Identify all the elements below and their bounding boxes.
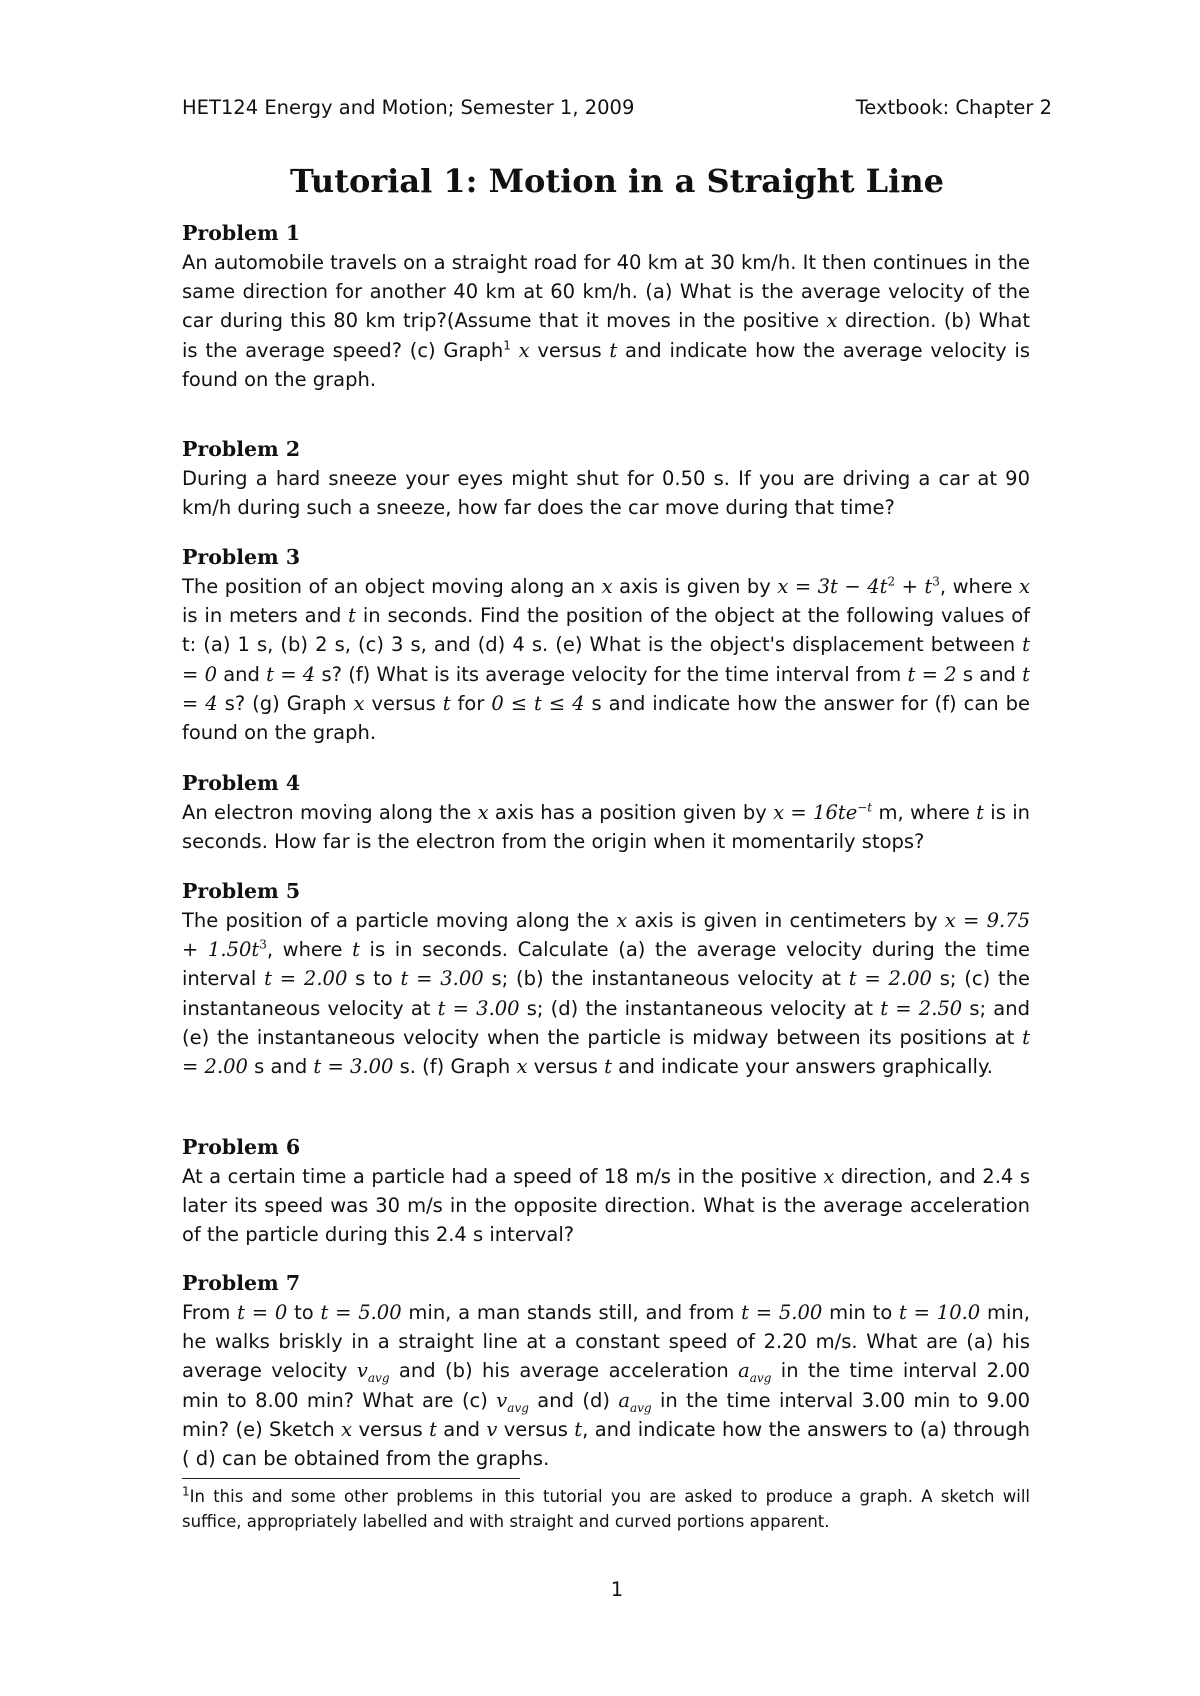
position-equation: $x = 9.75 + 1.50t^3$: [182, 909, 1030, 962]
position-equation: $x = 3t - 4t^2 + t^3$: [777, 574, 940, 598]
problem-text: During a hard sneeze your eyes might shut for 0.50 s. If you are driving a car at 90 km/h during such a sneeze, how far does the car move during that time?: [182, 467, 1030, 520]
problem-text: From t = 0 to t = 5.00 min, a man stands still, and from t = 5.00 min to t = 10.0 min, he walks briskly in a straight line at a constant speed of 2.20 m/s. What are (a) his average velocity $v_{avg}$ and (b) his average acceleration $a_{avg}$ in the time interval 2.00 min to 8.00 min? What are (c) $v_{avg}$ and (d) $a_{avg}$ in the time interval 3.00 min to 9.00 min? (e) Sketch x versus t and v versus t, and indicate how the answers to (a) through ( d) can be obtained from the graphs.: [182, 1301, 1031, 1471]
textbook-reference: Textbook: Chapter 2: [855, 96, 1052, 119]
problem-6: [182, 1132, 1030, 1250]
footnote-ref: 1: [503, 338, 511, 353]
footnote-mark: 1: [182, 1484, 190, 1499]
course-title: HET124 Energy and Motion; Semester 1, 2009: [182, 96, 635, 119]
problem-text: The position of an object moving along an x axis is given by $x = 3t - 4t^2 + t^3$, where x is in meters and t in seconds. Find the position of the object at the following values of t: (a) 1 s, (b) 2 s, (c) 3 s, and (d) 4 s. (e) What is the object's displacement between t = 0 and t = 4 s? (f) What is its average velocity for the time interval from t = 2 s and t = 4 s? (g) Graph x versus t for 0 ≤ t ≤ 4 s and indicate how the answer for (f) can be found on the graph.: [182, 574, 1031, 745]
footnote-text: In this and some other problems in this tutorial you are asked to produce a graph. A sketch will suffice, appropriately labelled and with straight and curved portions apparent.: [182, 1487, 1030, 1531]
problem-heading: Problem 2: [182, 437, 301, 461]
page-title: Tutorial 1: Motion in a Straight Line: [290, 162, 944, 200]
problem-7: [182, 1268, 1030, 1473]
problem-5: [182, 876, 1030, 1081]
problem-heading: Problem 6: [182, 1135, 301, 1159]
problem-text: An electron moving along the x axis has a position given by $x = 16te^{-t}$ m, where t is in seconds. How far is the electron from the origin when it momentarily stops?: [182, 800, 1030, 854]
problem-text: The position of a particle moving along the x axis is given in centimeters by $x = 9.75 + 1.50t^3$, where t is in seconds. Calculate (a) the average velocity during the time interval t = 2.00 s to t = 3.00 s; (b) the instantaneous velocity at t = 2.00 s; (c) the instantaneous velocity at t = 3.00 s; (d) the instantaneous velocity at t = 2.50 s; and (e) the instantaneous velocity when the particle is midway between its positions at t = 2.00 s and t = 3.00 s. (f) Graph x versus t and indicate your answers graphically.: [182, 909, 1031, 1079]
problem-heading: Problem 4: [182, 771, 301, 795]
problem-2: [182, 434, 1030, 522]
problem-4: [182, 768, 1030, 856]
footnote-divider: [182, 1478, 520, 1479]
problem-heading: Problem 7: [182, 1271, 301, 1295]
problem-text: At a certain time a particle had a speed of 18 m/s in the positive x direction, and 2.4 s later its speed was 30 m/s in the opposite direction. What is the average acceleration of the particle during this 2.4 s interval?: [182, 1165, 1030, 1247]
problem-heading: Problem 3: [182, 545, 301, 569]
problem-heading: Problem 1: [182, 221, 301, 245]
footnote: [182, 1484, 1030, 1534]
running-header: [182, 96, 1052, 126]
page-number: 1: [610, 1578, 624, 1601]
problem-text: An automobile travels on a straight road for 40 km at 30 km/h. It then continues in the same direction for another 40 km at 60 km/h. (a) What is the average velocity of the car during this 80 km trip?(Assume that it moves in the positive x direction. (b) What is the average speed? (c) Graph$^1$ x versus t and indicate how the average velocity is found on the graph.: [182, 251, 1031, 391]
problem-3: [182, 542, 1030, 747]
problem-1: [182, 218, 1030, 394]
position-equation: $x = 16te^{-t}$: [773, 800, 873, 824]
problem-heading: Problem 5: [182, 879, 301, 903]
